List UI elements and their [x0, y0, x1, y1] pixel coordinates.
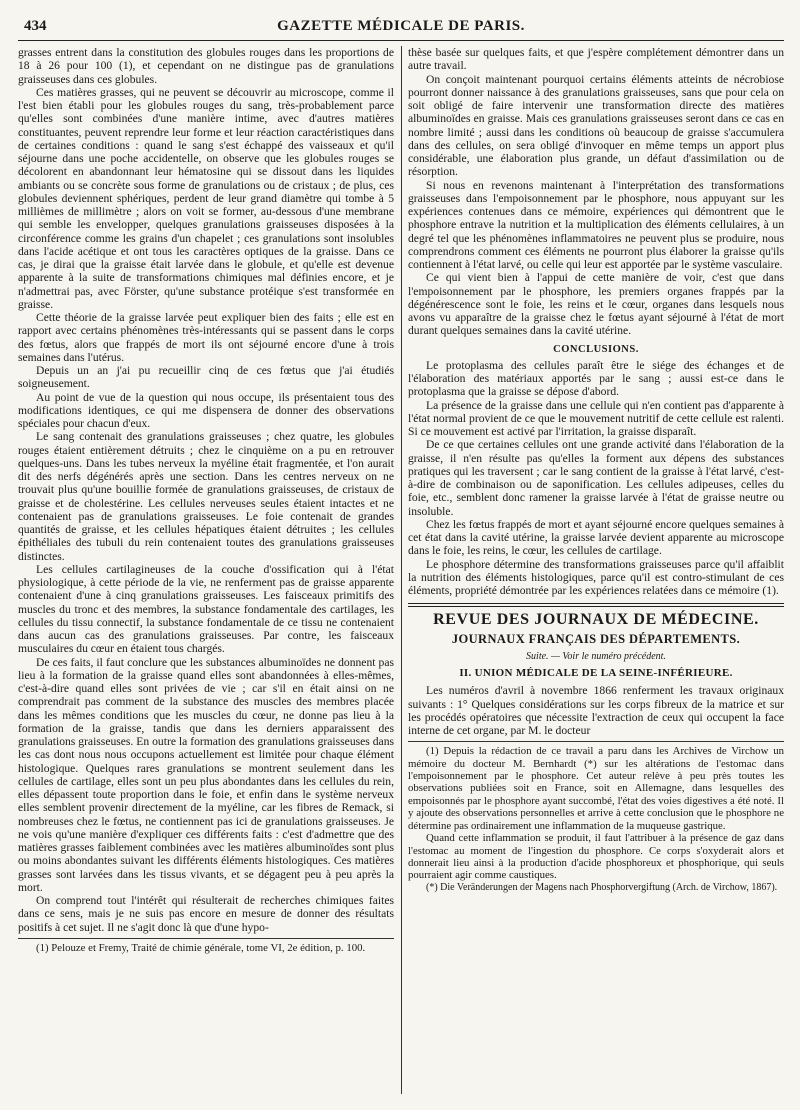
paragraph: thèse basée sur quelques faits, et que j'espère complétement démontrer dans un autre travail. — [408, 46, 784, 73]
right-column — [408, 46, 784, 1098]
suite-note: Suite. — Voir le numéro précédent. — [526, 650, 666, 662]
paragraph: Ce qui vient bien à l'appui de cette manière de voir, c'est que dans l'empoisonnement par le phosphore, les premiers organes frappés par la dégénérescence sont le foie, les reins et le cœur, organes dans lesquels nous avons vu apparaître de la graisse chez le fœtus ayant séjourné à l'état de mort durant quelques semaines dans la cavité utérine. — [408, 271, 784, 338]
paragraph: Si nous en revenons maintenant à l'interprétation des transformations graisseuses dans l'empoisonnement par le phosphore, nous appuyant sur les expériences contenues dans ce mémoire, expériences qui démontrent que le phosphore entrave la nutrition et la multiplication des éléments cellulaires, à un degré tel que les phénomènes inflammatoires ne peuvent plus se produire, nous comprendrons comment ces éléments ne pourront plus élaborer la graisse qu'ils contiennent à l'état larvé, ou celle qui leur est apportée par le système vasculaire. — [408, 178, 784, 271]
conclusions-heading: CONCLUSIONS. — [553, 343, 639, 355]
footnote: Quand cette inflammation se produit, il faut l'attribuer à la présence de gaz dans l'estomac au moment de l'ingestion du phosphore. Ce corps s'oxyderait alors et donnerait lieu ainsi à la production d'acide phosphoreux et phosphorique, qui seuls pourraient agir comme caustiques. — [408, 832, 784, 882]
conclusion-paragraph: Le phosphore détermine des transformations graisseuses parce qu'il affaiblit la nutrition des éléments histologiques, parce qu'il est contro-stimulant de ces éléments, propriété démontrée par les expériences relatées dans ce mémoire (1). — [408, 557, 784, 597]
paragraph: Le sang contenait des granulations graisseuses ; chez quatre, les globules rouges étaient entièrement détruits ; chez le cinquième on a pu en retrouver quelques-uns. Dans les tubes nerveux la myéline était fragmentée, et l'on aurait dit des nerfs dégénérés après une section. Dans les centres nerveux on ne trouvait plus qu'une bouillie formée de granulations graisseuses, de cristaux de graisse et de cholestérine. Les cellules nerveuses seules étaient intactes et ne contenaient pas de granulations graisseuses. Le foie contenait de grandes quantités de graisse, et les cellules hépatiques étaient détruites ; les cellules épithéliales des tubuli du rein contenaient toutes des granulations graisseuses distinctes. — [18, 430, 394, 563]
conclusion-paragraph: Le protoplasma des cellules paraît être le siége des échanges et de l'élaboration des matériaux apportés par le sang ; aussi est-ce dans le protoplasma que la graisse se dépose d'abord. — [408, 358, 784, 399]
footnote-divider — [18, 938, 394, 939]
paragraph: Depuis un an j'ai pu recueillir cinq de ces fœtus que j'ai étudiés soigneusement. — [18, 364, 394, 391]
paragraph: On comprend tout l'intérêt qui résulterait de recherches chimiques faites dans ce sens, mais je ne suis pas encore en mesure de donner des résultats positifs à cet sujet. Il ne s'agit donc là que d'une hypo- — [18, 894, 394, 934]
paragraph: Ces matières grasses, qui ne peuvent se découvrir au microscope, comme il l'est bien établi pour les globules rouges du sang, très-probablement parce qu'elles sont combinées d'une manière intime, avec d'autres matières constituantes, peuvent reprendre leur forme et leur réaction caractéristiques dans de certaines conditions : quand le sang s'est échappé des vaisseaux et qu'il séjourne dans une poche accidentelle, on observe que les globules rouges se décolorent en abandonnant leur hématosine qui se dissout dans les liquides ambiants ou se concrète sous forme de granulations ou de cristaux ; de plus, ces globules deviennent sphériques, perdent de leur grand diamètre qui tombe à 5 millièmes de millimètre ; alors on voit se former, au-dessous d'une membrane qui semble les envelopper, quelques granulations graisseuses disposées à la circonférence comme les grains d'un chapelet ; ces granulations sont insolubles dans l'acide acétique et ont tous les caractères optiques de la graisse. Dans ce cas, je dirai que la graisse était larvée dans le globule, et qu'elle est devenue apparente à la suite de transformations chimiques mal définies encore, et je n'admettrai pas, avec Förster, qu'une substance protéique s'est transformée en graisse. — [18, 85, 394, 311]
left-column — [18, 46, 394, 1098]
footnote-divider — [408, 741, 784, 742]
revue-heading: REVUE DES JOURNAUX DE MÉDECINE. — [433, 611, 759, 629]
conclusion-paragraph: Chez les fœtus frappés de mort et ayant séjourné encore quelques semaines à cet état dans la cavité utérine, la graisse larvée devient apparente au microscope dans le foie, les reins, le cœur, les cellules de cartilage. — [408, 517, 784, 558]
newspaper-page — [18, 10, 784, 1102]
conclusion-paragraph: De ce que certaines cellules ont une grande activité dans l'élaboration de la graisse, il n'en résulte pas qu'elles la forment aux dépens des substances pratiques qui les traversent ; car le sang contient de la graisse à l'état larvé, c'est-à-dire de combinaison ou de saponification. Les cellules adipeuses, celles du foie, etc., semblent donc ramener la graisse larvée à l'état de graisse neutre ou insoluble. — [408, 438, 784, 518]
page-header — [18, 10, 784, 41]
paragraph: Cette théorie de la graisse larvée peut expliquer bien des faits ; elle est en rapport avec certains phénomènes très-intéressants qui se passent dans le corps des fœtus, alors que frappés de mort ils ont séjourné encore d'une à trois semaines dans l'utérus. — [18, 311, 394, 364]
journaux-subheading: JOURNAUX FRANÇAIS DES DÉPARTEMENTS. — [451, 631, 741, 646]
column-divider — [401, 46, 402, 1094]
paragraph: grasses entrent dans la constitution des globules rouges dans les proportions de 18 à 26 pour 100 (1), et cependant on ne distingue pas de granulations graisseuses dans ces globules. — [18, 46, 394, 86]
journal-title: GAZETTE MÉDICALE DE PARIS. — [277, 18, 525, 34]
paragraph: Les cellules cartilagineuses de la couche d'ossification qui à l'état physiologique, à cette période de la vie, ne renferment pas de graisse apparente contenaient d'une à cinq granulations graisseuses. Les faisceaux primitifs des muscles du tronc et des membres, la substance fondamentale des cartilages, les cellules du tissu connectif, la substance fondamentale de ce tissu ne contenaient dans aucun cas des granulations graisseuses. Par contre, les faisceaux musculaires du cœur en étaient tous chargés. — [18, 562, 394, 656]
paragraph: De ces faits, il faut conclure que les substances albuminoïdes ne donnent pas lieu à la formation de la graisse quand elles sont abandonnées à elles-mêmes, c'est-à-dire quand elles sont privées de vie ; car s'il en était ainsi on ne comprendrait pas comment de la substance des muscles des membres placée dans les mêmes conditions que les muscles du cœur, ne donne pas lieu à la formation de la graisse, tandis que dans les derniers apparaissent des granulations graisseuses. En outre la formation des granulations graisseuses dans les cas dont nous nous occupons actuellement est limitée pour chaque élément histologique. Quelques rares granulations se montrent seulement dans les cellules de cartilage, elles sont un peu plus abondantes dans les cellules du rein, elles dépassent toute proportion dans le foie, et enfin dans le système nerveux elles semblent provenir directement de la myéline, car les fibres de Remack, si nombreuses chez le fœtus, ne contiennent pas ici de granulations graisseuses. Je ne vois qu'une manière d'expliquer ces différents faits : c'est d'admettre que des matières grasses faiblement combinées avec les matières albuminoïdes sont plus ou moins abondantes suivant les différents éléments histologiques. Ces matières grasses sont larvées dans les tissus vivants, et se dégagent peu à peu après la mort. — [18, 655, 394, 894]
footnote: (1) Pelouze et Fremy, Traité de chimie générale, tome VI, 2e édition, p. 100. — [36, 941, 366, 954]
section-divider — [408, 603, 784, 607]
page-number: 434 — [24, 18, 47, 34]
paragraph: Au point de vue de la question qui nous occupe, ils présentaient tous des modifications identiques, ce qui me dispensera de donner des observations spéciales pour chacun d'eux. — [18, 390, 394, 430]
paragraph: On conçoit maintenant pourquoi certains éléments atteints de nécrobiose pourront donner naissance à des granulations graisseuses, sans que pour cela on soit obligé de faire intervenir une transformation directe des matières albuminoïdes en graisse. Mais ces granulations graisseuses seront dans ce cas en nombre limité ; aussi dans les conditions où beaucoup de graisse s'accumulera dans des cellules, on sera obligé d'invoquer en même temps un apport plus considérable, une élaboration plus grande, un défaut d'assimilation ou de résorption. — [408, 72, 784, 179]
conclusion-paragraph: La présence de la graisse dans une cellule qui n'en contient pas d'apparente à l'état normal provient de ce que le mouvement nutritif de cette cellule est ralenti. Si ce mouvement est activé par l'irritation, la graisse disparaît. — [408, 398, 784, 438]
footnote: (1) Depuis la rédaction de ce travail a paru dans les Archives de Virchow un mémoire du docteur M. Bernhardt (*) sur les altérations de l'estomac dans l'empoisonnement par le phosphore. Cet auteur relève à peu près toutes les observations publiées soit en France, soit en Allemagne, dans lesquelles des empoisonnés par le phosphore ayant succombé, l'état des voies digestives a été noté. Il y ajoute des observations personnelles et arrive à cette conclusion que le phosphore ne détermine pas ordinairement une inflammation de la muqueuse gastrique. — [408, 745, 784, 832]
union-paragraph: Les numéros d'avril à novembre 1866 renferment les travaux originaux suivants : 1° Quelques considérations sur les corps fibreux de la matrice et sur les procédés opératoires que nécessite l'extraction de ceux qui occupent la face interne de cet organe, par M. le docteur — [408, 684, 784, 737]
footnote-reference: (*) Die Veränderungen der Magens nach Phosphorvergiftung (Arch. de Virchow, 1867). — [426, 881, 778, 893]
union-heading: II. UNION MÉDICALE DE LA SEINE-INFÉRIEURE. — [459, 667, 733, 679]
